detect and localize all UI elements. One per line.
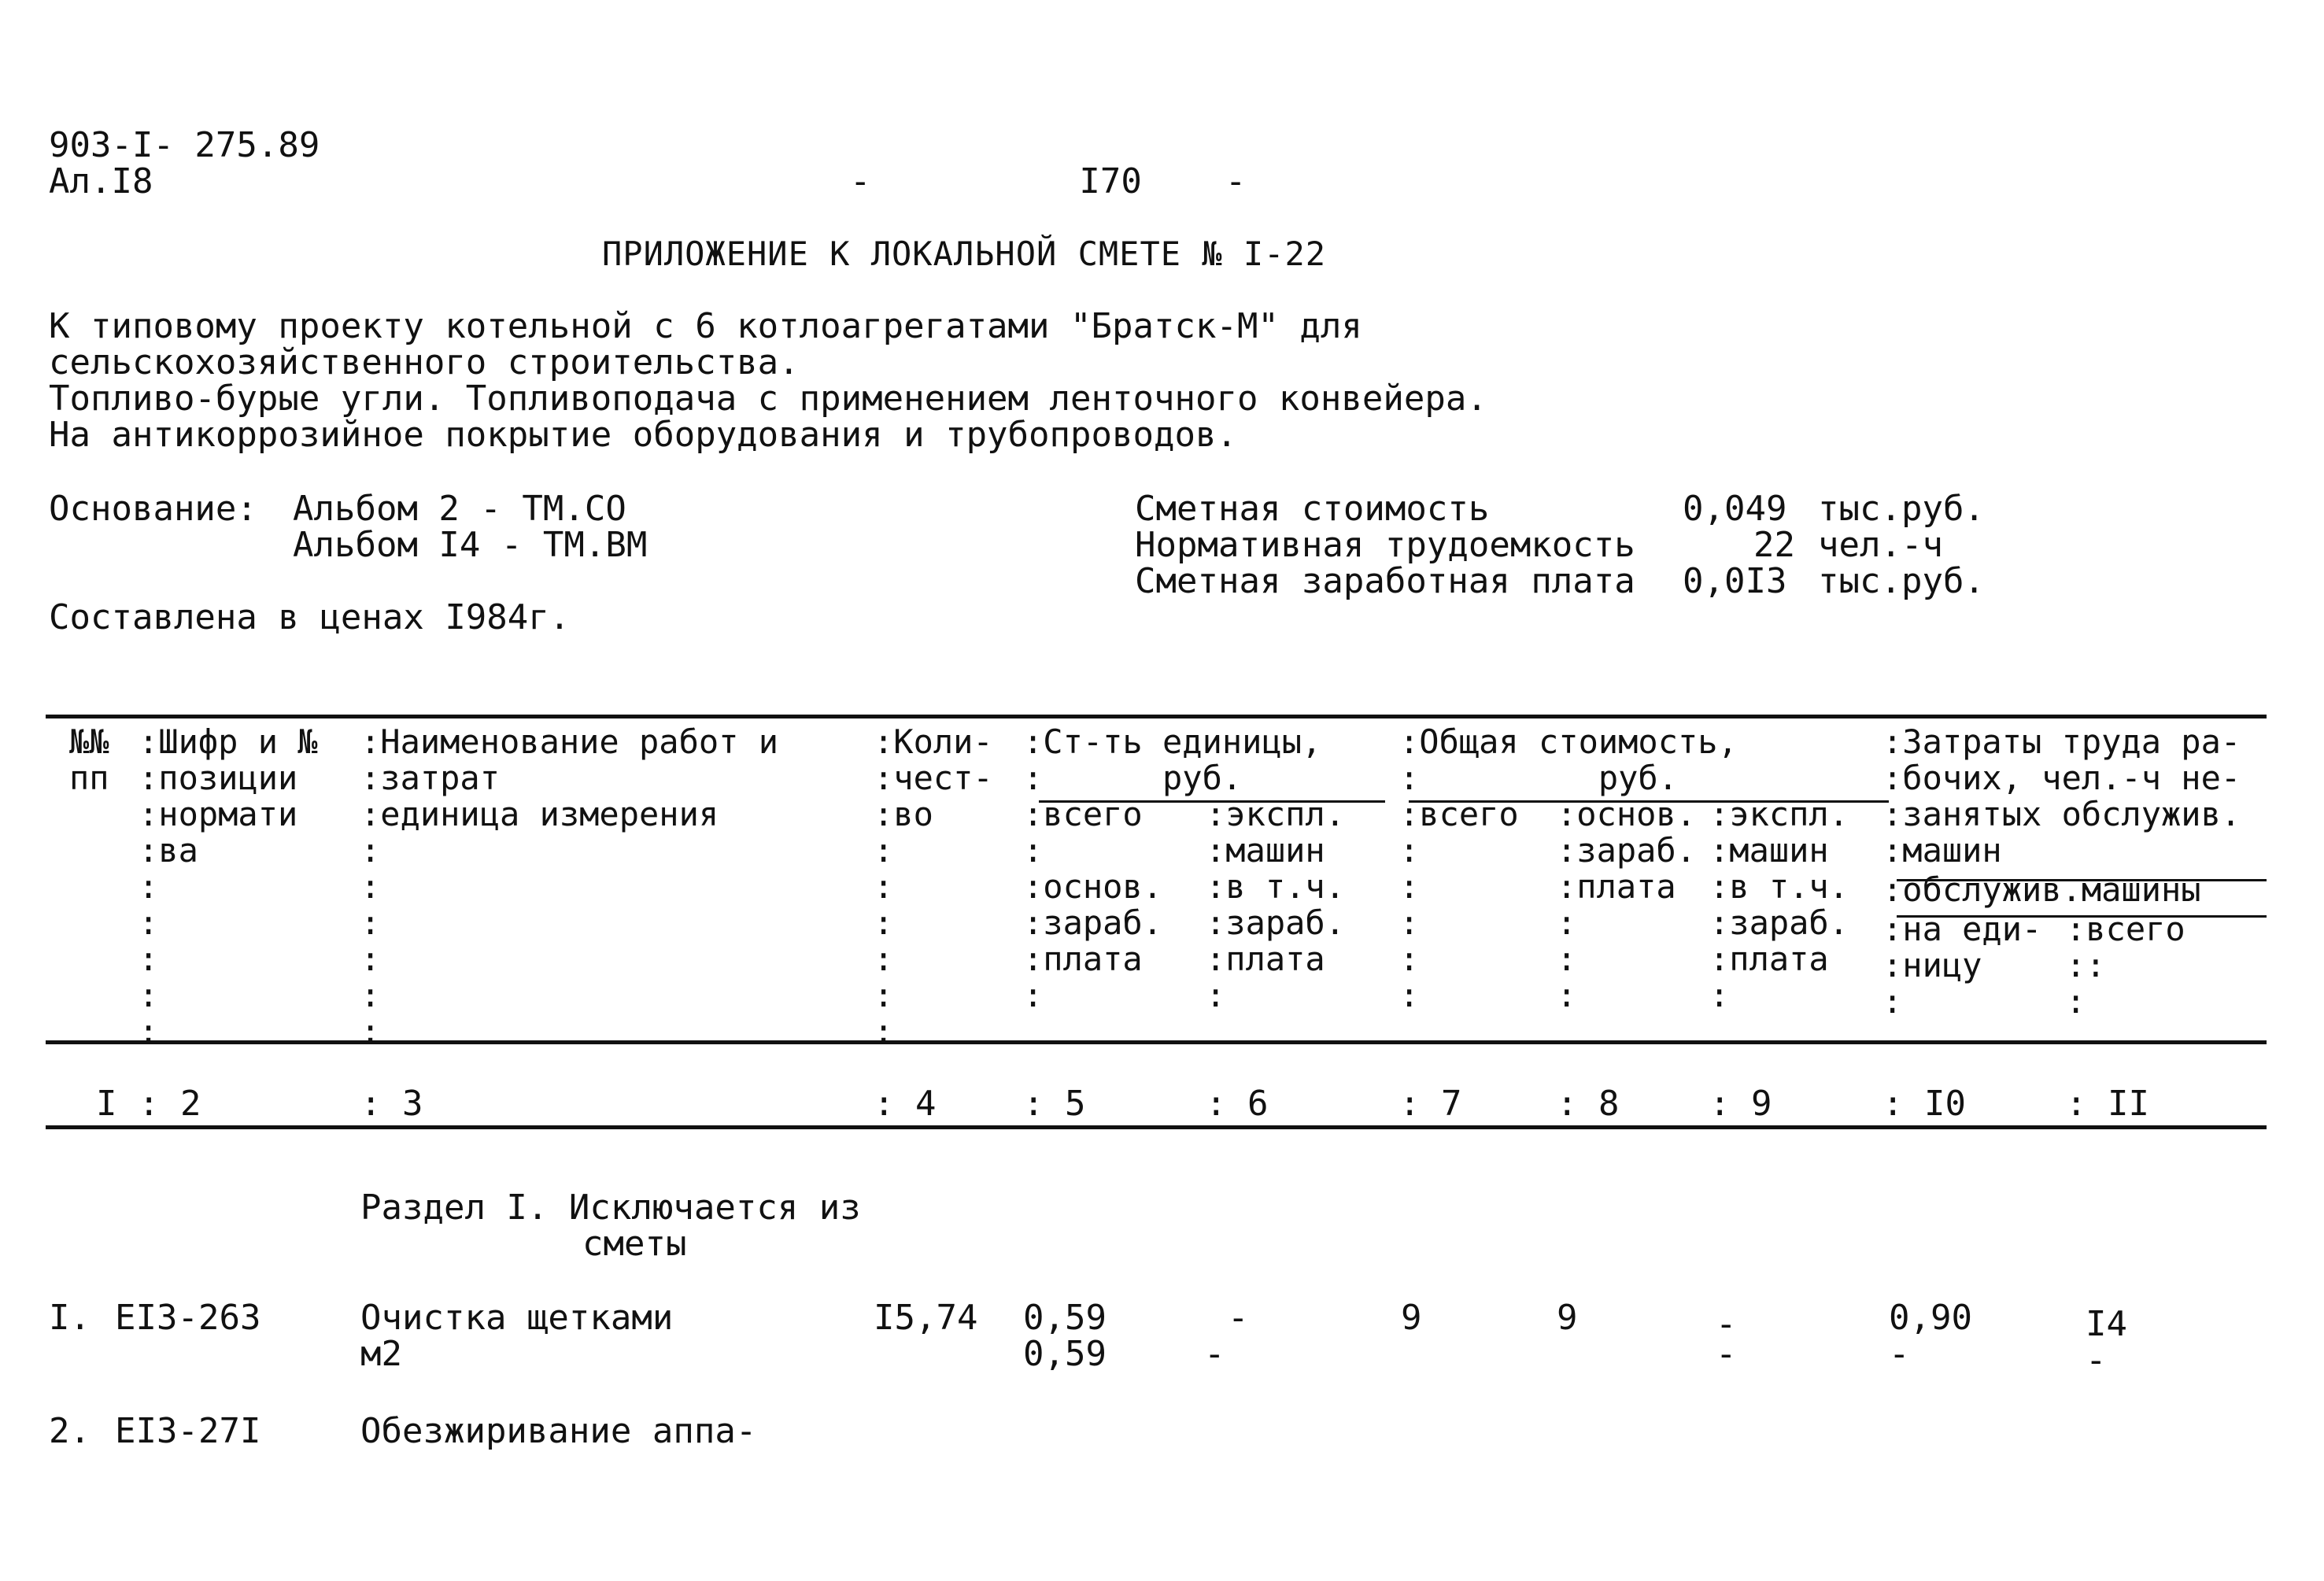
- description-line-3: Топливо-бурые угли. Топливоподача с применением ленточного конвейера.: [49, 379, 1487, 419]
- separator-c5-tail: :: [1023, 976, 1044, 1014]
- column-number-4: : 4: [874, 1084, 937, 1124]
- row-1-unit: м2: [360, 1334, 402, 1374]
- header-c3-line-3: :единица измерения: [360, 795, 719, 833]
- column-number-3: : 3: [360, 1084, 423, 1124]
- summary-unit-wages: тыс.руб.: [1818, 561, 1985, 601]
- description-line-2: сельскохозяйственного строительства.: [49, 342, 800, 382]
- header-c1011-top-2: :бочих, чел.-ч не-: [1882, 759, 2241, 797]
- row-1-name: Очистка щетками: [360, 1298, 674, 1338]
- summary-unit-cost: тыс.руб.: [1818, 489, 1985, 529]
- description-line-1: К типовому проекту котельной с 6 котлоагрегатами "Братск-М" для: [49, 306, 1362, 346]
- table-top-rule: [46, 715, 2267, 718]
- header-c1-line-2: пп: [69, 759, 109, 797]
- header-c4-line-3: :во: [874, 795, 933, 833]
- column-number-11: : II: [2066, 1084, 2149, 1124]
- header-c2-line-4: :ва: [139, 831, 198, 870]
- header-c5-line-1: :всего: [1023, 795, 1143, 833]
- row-2-name: Обезжиривание аппа-: [360, 1411, 757, 1451]
- header-c1011-top-4: :машин: [1882, 831, 2002, 870]
- row-1-c11-machines: -: [2086, 1340, 2107, 1380]
- column-number-6: : 6: [1206, 1084, 1269, 1124]
- header-c9-line-2: :машин: [1709, 831, 1829, 870]
- header-c3-line-2: :затрат: [360, 759, 501, 797]
- header-c6-line-5: :плата: [1206, 940, 1325, 978]
- document-code: 903-I- 275.89: [49, 125, 320, 165]
- row-2-code: ЕI3-27I: [115, 1411, 261, 1451]
- column-number-1: I: [96, 1084, 117, 1124]
- header-c7-line-1: :всего: [1399, 795, 1519, 833]
- header-c56-top-2: : руб.: [1023, 759, 1243, 797]
- separator-c11: :: :: [2066, 946, 2106, 1021]
- header-c8-line-2: :зараб.: [1557, 831, 1697, 870]
- header-c4-line-1: :Коли-: [874, 722, 993, 761]
- column-number-5: : 5: [1023, 1084, 1086, 1124]
- header-c5-line-5: :плата: [1023, 940, 1143, 978]
- header-c2-line-2: :позиции: [139, 759, 298, 797]
- summary-label-cost: Сметная стоимость: [1135, 489, 1490, 529]
- column-numbers-rule: [46, 1125, 2267, 1129]
- row-1-number: I.: [49, 1298, 91, 1338]
- separator-c8: : : :: [1557, 903, 1577, 1014]
- row-2-number: 2.: [49, 1411, 91, 1451]
- separator-c10: :: [1882, 982, 1903, 1021]
- row-1-quantity: I5,74: [874, 1298, 978, 1338]
- header-c5-line-3: :основ.: [1023, 867, 1163, 906]
- summary-value-cost: 0,049: [1683, 489, 1787, 529]
- separator-c2: : : : : :: [139, 867, 159, 1051]
- separator-c7: : : : : :: [1399, 831, 1420, 1014]
- section-title-line-2: сметы: [582, 1224, 687, 1264]
- summary-value-labor: 22: [1753, 525, 1795, 565]
- header-c2-line-3: :нормати: [139, 795, 298, 833]
- header-c5-line-2: :: [1023, 831, 1044, 870]
- separator-c9-tail: :: [1709, 976, 1730, 1014]
- row-1-c10-machines: -: [1889, 1334, 1910, 1374]
- header-c9-line-4: :зараб.: [1709, 903, 1849, 942]
- header-c4-line-2: :чест-: [874, 759, 993, 797]
- header-c9-line-5: :плата: [1709, 940, 1829, 978]
- row-1-c6-total: -: [1228, 1298, 1249, 1338]
- column-number-7: : 7: [1399, 1084, 1462, 1124]
- row-1-c6-wage: -: [1204, 1334, 1225, 1374]
- header-c56-top-1: :Ст-ть единицы,: [1023, 722, 1322, 761]
- header-c1011-top-1: :Затраты труда ра-: [1882, 722, 2241, 761]
- header-c6-line-4: :зараб.: [1206, 903, 1346, 942]
- row-1-c5-wage: 0,59: [1023, 1334, 1107, 1374]
- row-1-c5-total: 0,59: [1023, 1298, 1107, 1338]
- header-c6-line-2: :машин: [1206, 831, 1325, 870]
- header-c2-line-1: :Шифр и №: [139, 722, 318, 761]
- column-number-8: : 8: [1557, 1084, 1620, 1124]
- header-c6-line-3: :в т.ч.: [1206, 867, 1346, 906]
- separator-c6-tail: :: [1206, 976, 1226, 1014]
- header-c1011-mid: :обслужив.машины: [1882, 870, 2201, 909]
- row-1-c11-total: I4: [2086, 1304, 2127, 1344]
- header-c6-line-1: :экспл.: [1206, 795, 1346, 833]
- header-c10-line-1: :на еди-: [1882, 910, 2042, 948]
- header-c11-line-1: :всего: [2066, 910, 2185, 948]
- header-c10-line-2: :ницу: [1882, 946, 1982, 984]
- header-c8-line-3: :плата: [1557, 867, 1676, 906]
- album-number: Ал.I8: [49, 161, 153, 201]
- prices-note: Составлена в ценах I984г.: [49, 597, 571, 637]
- row-1-code: ЕI3-263: [115, 1298, 261, 1338]
- summary-label-wages: Сметная заработная плата: [1135, 561, 1635, 601]
- description-line-4: На антикоррозийное покрытие оборудования и трубопроводов.: [49, 415, 1237, 455]
- row-1-c9-total: -: [1716, 1304, 1737, 1344]
- row-1-c8: 9: [1557, 1298, 1578, 1338]
- document-title: ПРИЛОЖЕНИЕ К ЛОКАЛЬНОЙ СМЕТЕ № I-22: [602, 235, 1327, 273]
- section-title-line-1: Раздел I. Исключается из: [360, 1188, 861, 1228]
- header-c789-top-2: : руб.: [1399, 759, 1679, 797]
- header-c1-line-1: №№: [69, 722, 109, 761]
- row-1-c9-wage: -: [1716, 1334, 1737, 1374]
- basis-label: Основание:: [49, 489, 257, 529]
- column-number-2: : 2: [139, 1084, 201, 1124]
- header-c9-line-3: :в т.ч.: [1709, 867, 1849, 906]
- basis-item-2: Альбом I4 - ТМ.ВМ: [293, 525, 648, 565]
- summary-unit-labor: чел.-ч: [1818, 525, 1943, 565]
- header-c9-line-1: :экспл.: [1709, 795, 1849, 833]
- header-c1011-top-3: :занятых обслужив.: [1882, 795, 2241, 833]
- column-number-9: : 9: [1709, 1084, 1772, 1124]
- header-c5-line-4: :зараб.: [1023, 903, 1163, 942]
- header-c8-line-1: :основ.: [1557, 795, 1697, 833]
- summary-label-labor: Нормативная трудоемкость: [1135, 525, 1635, 565]
- header-c3-line-1: :Наименование работ и: [360, 722, 779, 761]
- page-number: - I70 -: [850, 161, 1247, 201]
- column-number-10: : I0: [1882, 1084, 1966, 1124]
- row-1-c7: 9: [1401, 1298, 1422, 1338]
- header-c789-top-1: :Общая стоимость,: [1399, 722, 1738, 761]
- summary-value-wages: 0,0I3: [1683, 561, 1787, 601]
- separator-c4: : : : : : :: [874, 831, 894, 1051]
- separator-c3: : : : : : :: [360, 831, 381, 1051]
- row-1-c10-per-unit: 0,90: [1889, 1298, 1972, 1338]
- basis-item-1: Альбом 2 - ТМ.СО: [293, 489, 626, 529]
